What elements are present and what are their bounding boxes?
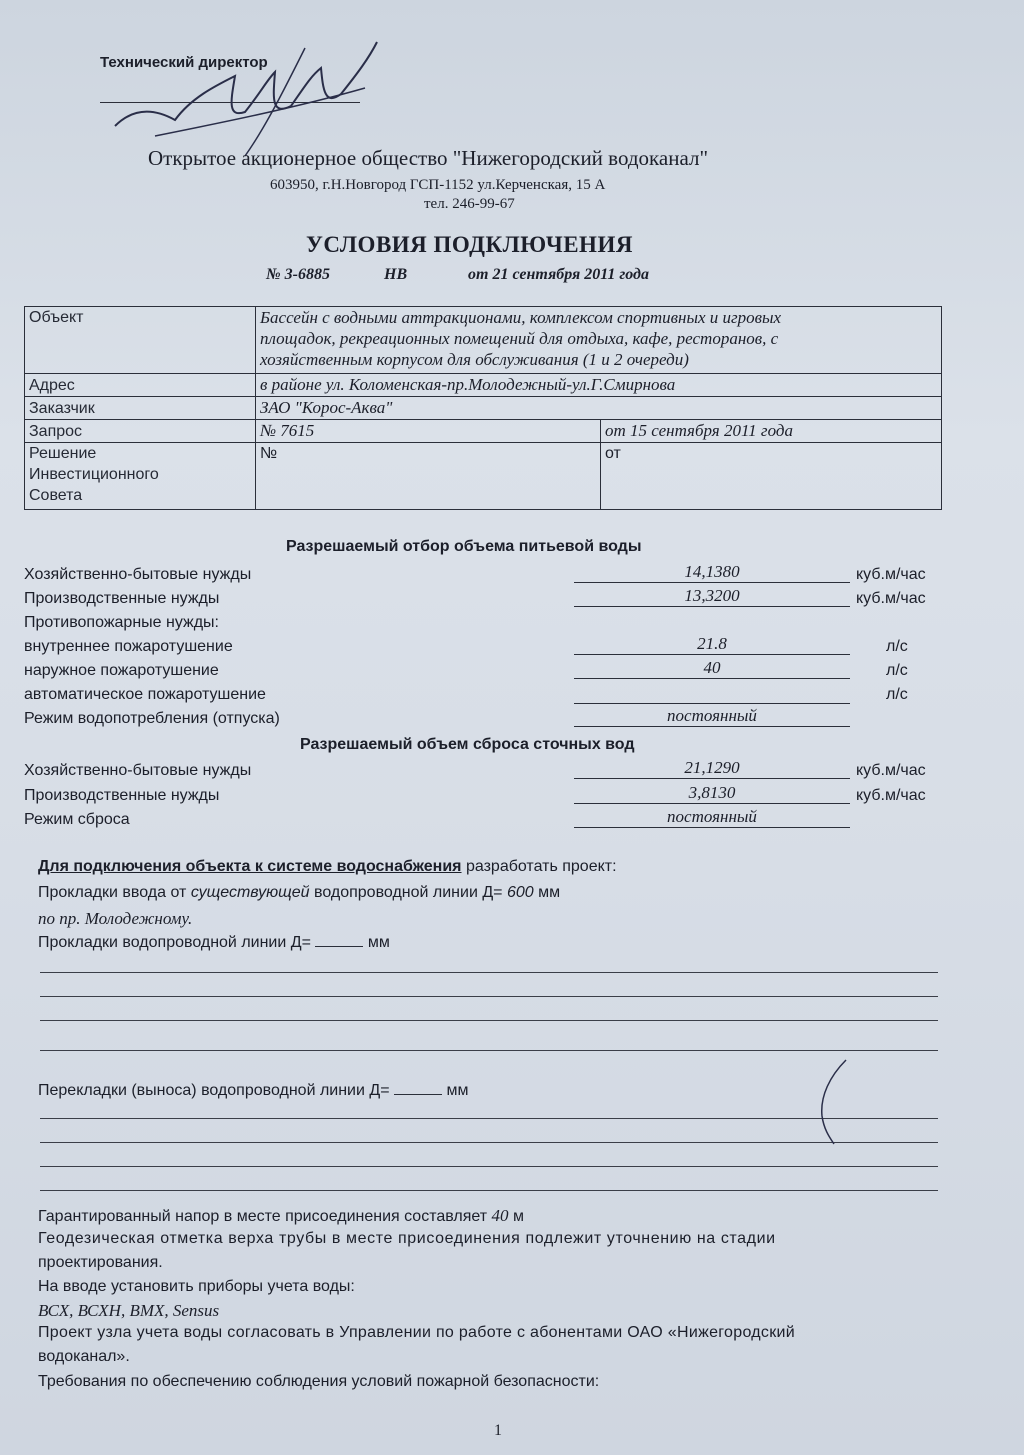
document-date: от 21 сентября 2011 года [468, 266, 649, 283]
waste-industrial-label: Производственные нужды [24, 787, 220, 804]
intake-household-unit: куб.м/час [856, 566, 926, 583]
relaying-unit: мм [446, 1082, 469, 1099]
waste-mode-value: постоянный [574, 807, 850, 828]
relaying-line [38, 1082, 468, 1100]
waste-industrial-unit: куб.м/час [856, 787, 926, 804]
intake-mode-label: Режим водопотребления (отпуска) [24, 710, 280, 727]
project-approval-line-2: водоканал». [38, 1348, 130, 1365]
signature [95, 28, 385, 158]
object-value-line: площадок, рекреационных помещений для отдыха, кафе, ресторанов, с [260, 329, 779, 348]
laying-unit: мм [367, 934, 390, 951]
decision-label-line: Совета [29, 487, 83, 504]
laying-unit: мм [538, 884, 561, 901]
document-number: № 3-6885 [266, 266, 330, 283]
organization-phone: тел. 246-99-67 [424, 196, 515, 212]
pressure-unit: м [512, 1208, 524, 1225]
intake-internal-unit: л/с [886, 638, 908, 655]
geodesic-line-2: проектирования. [38, 1254, 163, 1271]
organization-name: Открытое акционерное общество "Нижегородский водоканал" [148, 146, 709, 170]
table-row [25, 443, 942, 510]
pressure-line [38, 1206, 524, 1226]
intake-external-value: 40 [574, 658, 850, 679]
intake-external-unit: л/с [886, 662, 908, 679]
water-intake-heading: Разрешаемый отбор объема питьевой воды [286, 538, 642, 555]
laying-existing: существующей [190, 884, 310, 901]
wastewater-heading: Разрешаемый объем сброса сточных вод [300, 736, 635, 753]
intake-industrial-value: 13,3200 [574, 586, 850, 607]
geodesic-line-1: Геодезическая отметка верха трубы в месте присоединения подлежит уточнению на стадии [38, 1230, 776, 1247]
intake-industrial-unit: куб.м/час [856, 590, 926, 607]
project-intro-underlined: Для подключения объекта к системе водоснабжения [38, 858, 462, 875]
table-row [25, 374, 942, 397]
object-value-line: хозяйственным корпусом для обслуживания (1 и 2 очереди) [260, 350, 689, 369]
intake-auto-label: автоматическое пожаротушение [24, 686, 266, 703]
project-approval-line-1: Проект узла учета воды согласовать в Управлении по работе с абонентами ОАО «Нижегородский [38, 1324, 796, 1341]
meters-line-1: На вводе установить приборы учета воды: [38, 1278, 355, 1295]
object-value [256, 307, 942, 374]
laying-line-3 [38, 934, 390, 952]
request-label: Запрос [25, 420, 256, 443]
laying-text: водопроводной линии Д= [314, 884, 503, 901]
laying-diameter: 600 [506, 884, 534, 901]
intake-industrial-label: Производственные нужды [24, 590, 220, 607]
intake-household-value: 14,1380 [574, 562, 850, 583]
laying-line-2: по пр. Молодежному. [38, 909, 193, 928]
pressure-value: 40 [491, 1206, 509, 1225]
handwritten-mark [800, 1056, 860, 1146]
intake-mode-value: постоянный [574, 706, 850, 727]
meters-line-2: ВСХ, ВСХН, ВМХ, Sensus [38, 1301, 220, 1320]
document-title: УСЛОВИЯ ПОДКЛЮЧЕНИЯ [306, 232, 633, 257]
organization-address: 603950, г.Н.Новгород ГСП-1152 ул.Керченская, 15 А [270, 177, 606, 193]
table-row [25, 307, 942, 374]
laying-text: Прокладки ввода от [38, 884, 187, 901]
laying-diameter-blank [315, 946, 363, 947]
table-row [25, 397, 942, 420]
intake-internal-label: внутреннее пожаротушение [24, 638, 233, 655]
approval-title: Технический директор [100, 54, 268, 71]
document-suffix: НВ [384, 266, 408, 283]
decision-date: от [601, 443, 942, 510]
blank-line [40, 1166, 938, 1167]
address-value: в районе ул. Коломенская-пр.Молодежный-ул.Г.Смирнова [256, 374, 942, 397]
intake-fire-label: Противопожарные нужды: [24, 614, 219, 631]
laying-line-1 [38, 884, 560, 902]
blank-line [40, 1190, 938, 1191]
decision-label-line: Решение [29, 445, 97, 462]
relaying-diameter-blank [394, 1094, 442, 1095]
blank-line [40, 996, 938, 997]
blank-line [40, 1050, 938, 1051]
object-label: Объект [25, 307, 256, 374]
intake-auto-unit: л/с [886, 686, 908, 703]
blank-line [40, 972, 938, 973]
waste-mode-label: Режим сброса [24, 811, 130, 828]
request-date: от 15 сентября 2011 года [601, 420, 942, 443]
customer-value: ЗАО "Корос-Аква" [256, 397, 942, 420]
waste-household-unit: куб.м/час [856, 762, 926, 779]
intake-internal-value: 21.8 [574, 634, 850, 655]
blank-line [40, 1020, 938, 1021]
fire-safety-line: Требования по обеспечению соблюдения условий пожарной безопасности: [38, 1373, 600, 1390]
customer-label: Заказчик [25, 397, 256, 420]
decision-label [25, 443, 256, 510]
intake-household-label: Хозяйственно-бытовые нужды [24, 566, 252, 583]
decision-label-line: Инвестиционного [29, 466, 159, 483]
intake-auto-value [574, 682, 850, 704]
object-info-table [24, 306, 942, 510]
waste-industrial-value: 3,8130 [574, 783, 850, 804]
waste-household-label: Хозяйственно-бытовые нужды [24, 762, 252, 779]
page-number: 1 [494, 1422, 502, 1439]
address-label: Адрес [25, 374, 256, 397]
project-intro [38, 858, 617, 876]
decision-number: № [256, 443, 601, 510]
relaying-text: Перекладки (выноса) водопроводной линии Д= [38, 1082, 390, 1099]
object-value-line: Бассейн с водными аттракционами, комплексом спортивных и игровых [260, 308, 782, 327]
table-row [25, 420, 942, 443]
project-intro-rest: разработать проект: [465, 858, 617, 875]
request-number: № 7615 [256, 420, 601, 443]
intake-external-label: наружное пожаротушение [24, 662, 219, 679]
laying-text: Прокладки водопроводной линии Д= [38, 934, 311, 951]
waste-household-value: 21,1290 [574, 758, 850, 779]
pressure-text: Гарантированный напор в месте присоединения составляет [38, 1208, 488, 1225]
